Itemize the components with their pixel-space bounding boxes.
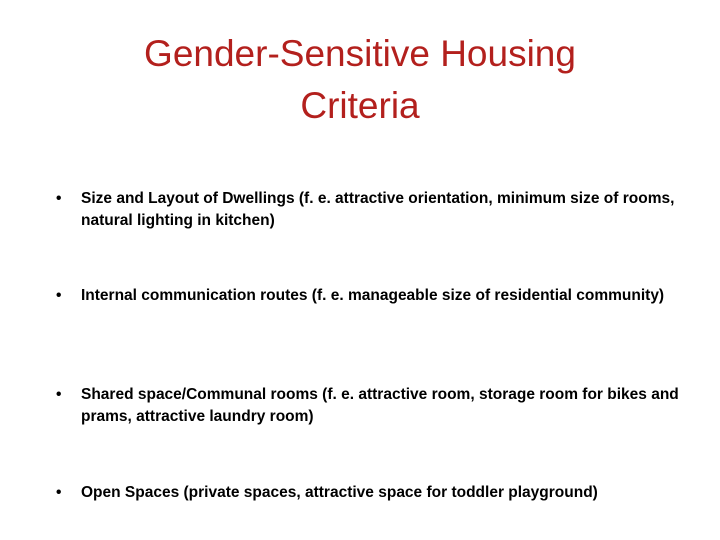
bullet-dot: • — [56, 386, 62, 403]
bullet-text: Shared space/Communal rooms (f. e. attractive room, storage room for bikes and prams, attractive laundry room) — [81, 386, 679, 425]
bullet-text: Internal communication routes (f. e. manageable size of residential community) — [81, 287, 665, 304]
bullet-dot: • — [56, 484, 62, 501]
bullet-item-open-spaces — [56, 482, 696, 504]
bullet-dot: • — [56, 287, 62, 304]
bullet-text: Size and Layout of Dwellings (f. e. attractive orientation, minimum size of rooms, natural lighting in kitchen) — [81, 190, 675, 229]
bullet-dot: • — [56, 190, 62, 207]
title-line-2: Criteria — [300, 85, 420, 126]
title-line-1: Gender-Sensitive Housing — [144, 33, 576, 74]
bullet-item-shared-space — [56, 384, 696, 428]
bullet-text: Open Spaces (private spaces, attractive space for toddler playground) — [81, 484, 598, 501]
bullet-item-communication-routes — [56, 285, 696, 307]
bullet-item-dwellings — [56, 188, 696, 232]
